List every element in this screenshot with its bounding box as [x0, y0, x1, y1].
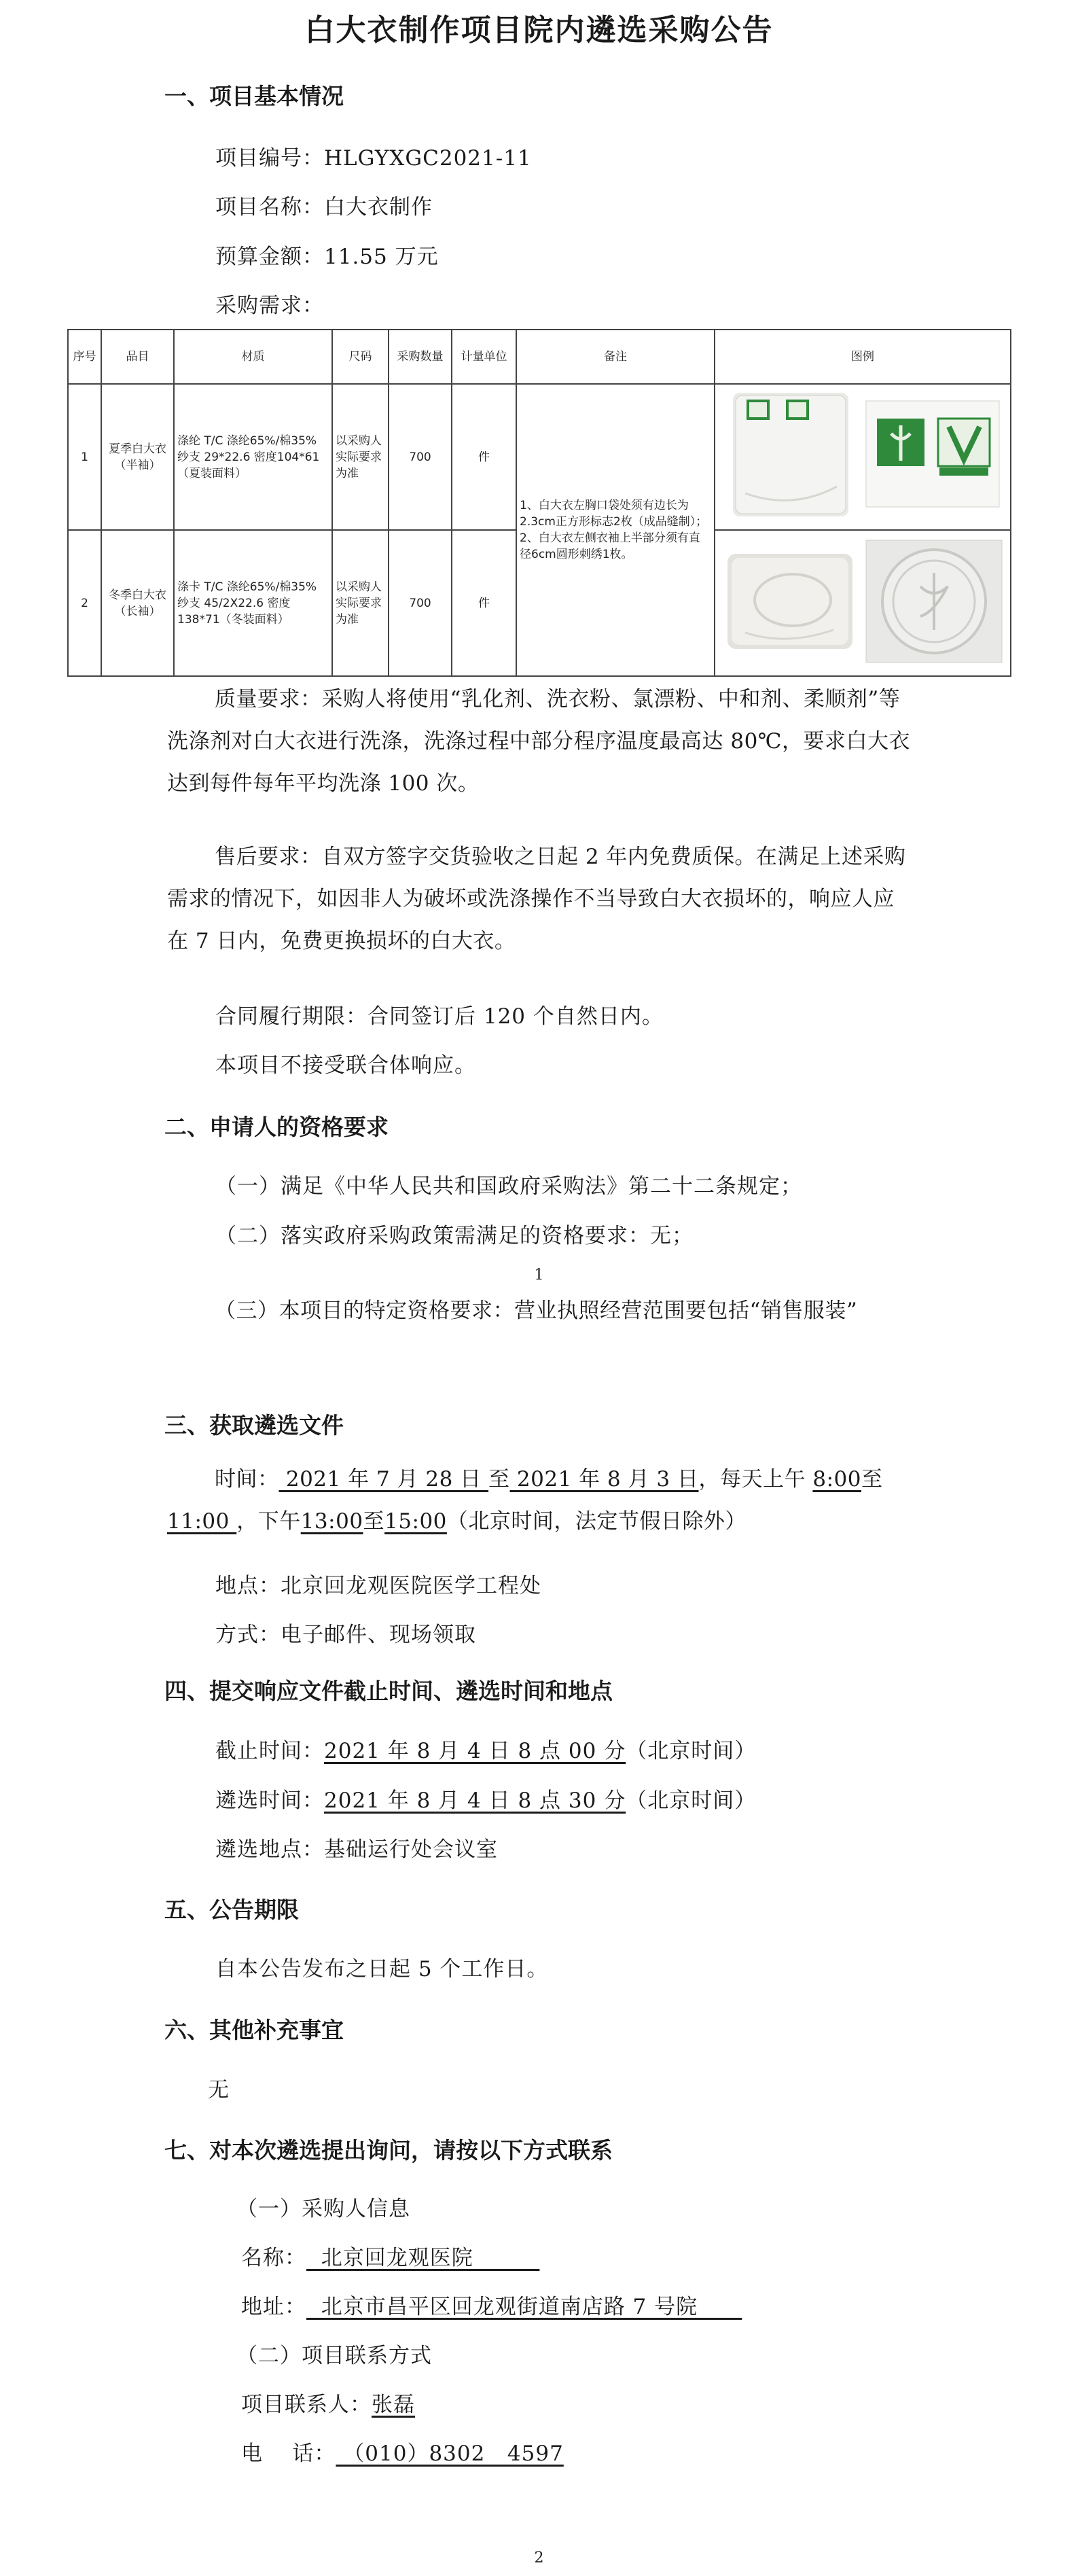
selection-time-label: 遴选时间：: [215, 1788, 324, 1813]
row-number: 1: [68, 384, 101, 530]
size-spec: 以采购人实际要求为准: [332, 530, 389, 676]
unit: 件: [452, 530, 516, 676]
start-date: 2021 年 7 月 28 日: [279, 1467, 489, 1492]
sample-images-summer: [715, 384, 1011, 530]
quality-text: 质量要求：采购人将使用“乳化剂、洗衣粉、氯漂粉、中和剂、柔顺剂”等洗涤剂对白大衣进行洗涤，洗涤过程中部分程序温度最高达 80℃，要求白大衣达到每件每年平均洗涤 100 次。: [167, 687, 910, 796]
table-header-cell: 序号: [68, 330, 101, 384]
budget-line: [215, 239, 439, 270]
aftersale-requirement: [167, 836, 914, 962]
remark-cell: 1、白大衣左胸口袋处须有边长为2.3cm正方形标志2枚（成品缝制）；2、白大衣左侧衣袖上半部分须有直径6cm圆形刺绣1枚。: [516, 384, 715, 676]
acquisition-time: [167, 1458, 914, 1542]
table-header-cell: 采购数量: [389, 330, 452, 384]
section-3-heading: 三、获取遴选文件: [164, 1412, 344, 1439]
page-number: 1: [534, 1267, 544, 1284]
table-header-row: [68, 330, 1011, 384]
time-tail-text: （北京时间，法定节假日除外）: [446, 1509, 747, 1534]
buyer-address-label: 地址：: [241, 2295, 306, 2319]
project-code-line: [215, 141, 532, 171]
am-start-time: 8:00: [812, 1467, 861, 1492]
winter-coat-photos: [718, 537, 1007, 664]
phone-label: 电 话：: [241, 2441, 336, 2466]
project-code-label: 项目编号：: [215, 146, 324, 171]
section-1-heading: 一、项目基本情况: [164, 83, 344, 109]
selection-timezone: （北京时间）: [626, 1788, 757, 1813]
project-name-line: [215, 190, 433, 220]
pm-start-time: 13:00: [300, 1509, 363, 1534]
table-header-cell: 尺码: [332, 330, 389, 384]
am-end-time: 11:00: [167, 1509, 237, 1534]
selection-time-line: [215, 1783, 756, 1814]
section-6-heading: 六、其他补充事宜: [164, 2017, 344, 2043]
buyer-address-line: [241, 2289, 742, 2320]
section-5-heading: 五、公告期限: [164, 1896, 299, 1923]
selection-place: 遴选地点：基础运行处会议室: [215, 1837, 498, 1862]
requirement-label: 采购需求：: [215, 294, 324, 318]
buyer-info-title: （一）采购人信息: [236, 2197, 410, 2221]
size-spec: 以采购人实际要求为准: [332, 384, 389, 530]
acquisition-method: 方式：电子邮件、现场领取: [215, 1623, 476, 1647]
consortium-note: 本项目不接受联合体响应。: [215, 1053, 476, 1078]
deadline-label: 截止时间：: [215, 1739, 324, 1763]
contact-person-line: [241, 2387, 415, 2418]
buyer-address: 北京市昌平区回龙观街道南店路 7 号院: [306, 2295, 742, 2319]
contact-person: 张磊: [372, 2393, 415, 2417]
section-7-heading: 七、对本次遴选提出询问，请按以下方式联系: [164, 2137, 613, 2164]
document-title: 白大衣制作项目院内遴选采购公告: [304, 13, 774, 48]
page-number: 2: [534, 2549, 544, 2566]
table-header-cell: 计量单位: [452, 330, 516, 384]
table-row: [68, 384, 1011, 530]
contact-person-label: 项目联系人：: [241, 2393, 372, 2417]
procurement-table: [67, 329, 1011, 677]
section-2-heading: 二、申请人的资格要求: [164, 1114, 389, 1140]
table-header-cell: 备注: [516, 330, 715, 384]
table-header-cell: 材质: [174, 330, 332, 384]
quality-requirement: [167, 678, 914, 805]
section-4-heading: 四、提交响应文件截止时间、遴选时间和地点: [164, 1678, 613, 1704]
qualification-3: [167, 1290, 914, 1332]
buyer-name-label: 名称：: [241, 2246, 306, 2270]
row-number: 2: [68, 530, 101, 676]
phone-number: （010）8302 4597: [336, 2441, 564, 2466]
end-date: 2021 年 8 月 3 日: [509, 1467, 699, 1492]
deadline-timezone: （北京时间）: [626, 1739, 757, 1763]
item-name: 夏季白大衣（半袖）: [101, 384, 174, 530]
deadline-value: 2021 年 8 月 4 日 8 点 00 分: [324, 1739, 626, 1763]
table-header-cell: 品目: [101, 330, 174, 384]
to-text: 至: [488, 1467, 510, 1492]
to-text: 至: [363, 1509, 385, 1534]
time-label: 时间：: [215, 1467, 279, 1492]
daily-text: ，每天上午: [698, 1467, 813, 1492]
project-name-label: 项目名称：: [215, 195, 324, 219]
deadline-line: [215, 1733, 756, 1764]
budget-amount: 11.55 万元: [324, 245, 439, 269]
contract-period: 合同履行期限：合同签订后 120 个自然日内。: [215, 1004, 664, 1029]
quantity: 700: [389, 384, 452, 530]
acquisition-place: 地点：北京回龙观医院医学工程处: [215, 1574, 541, 1598]
material-spec: 涤卡 T/C 涤纶65%/棉35% 纱支 45/2X22.6 密度138*71（冬装面料）: [174, 530, 332, 676]
notice-period: 自本公告发布之日起 5 个工作日。: [215, 1957, 549, 1981]
unit: 件: [452, 384, 516, 530]
contact-title: （二）项目联系方式: [236, 2344, 432, 2368]
summer-coat-photos: [718, 391, 1007, 518]
material-spec: 涤纶 T/C 涤纶65%/棉35% 纱支 29*22.6 密度104*61（夏装面料）: [174, 384, 332, 530]
qualification-3-text: （三）本项目的特定资格要求：营业执照经营范围要包括“销售服装”: [215, 1299, 858, 1323]
qualification-2: （二）落实政府采购政策需满足的资格要求：无；: [215, 1224, 694, 1248]
buyer-name: 北京回龙观医院: [306, 2246, 540, 2270]
item-name: 冬季白大衣（长袖）: [101, 530, 174, 676]
table-header-cell: 图例: [715, 330, 1011, 384]
budget-label: 预算金额：: [215, 245, 324, 269]
project-code: HLGYXGC2021-11: [324, 146, 532, 171]
aftersale-text: 售后要求：自双方签字交货验收之日起 2 年内免费质保。在满足上述采购需求的情况下，如因非人为破坏或洗涤操作不当导致白大衣损坏的，响应人应在 7 日内，免费更换损坏的白大衣。: [167, 845, 906, 953]
quantity: 700: [389, 530, 452, 676]
supplement-text: 无: [208, 2078, 230, 2102]
buyer-name-line: [241, 2240, 539, 2271]
qualification-1: （一）满足《中华人民共和国政府采购法》第二十二条规定；: [215, 1174, 802, 1199]
sample-images-winter: [715, 530, 1011, 676]
pm-end-time: 15:00: [384, 1509, 447, 1534]
phone-line: [241, 2436, 564, 2467]
selection-time-value: 2021 年 8 月 4 日 8 点 30 分: [324, 1788, 626, 1813]
project-name: 白大衣制作: [324, 195, 433, 219]
pm-text: ，下午: [236, 1509, 301, 1534]
to-text: 至: [861, 1467, 883, 1492]
